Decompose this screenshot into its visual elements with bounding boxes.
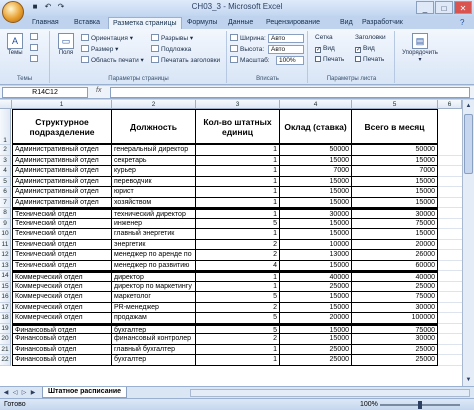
table-cell[interactable]: 15000 — [280, 303, 352, 314]
group-label: Параметры листа — [326, 76, 377, 82]
column-header[interactable]: 1 — [12, 100, 112, 109]
table-cell[interactable]: 7000 — [280, 166, 352, 177]
margins-icon: ▭ — [58, 33, 74, 49]
orientation-icon — [81, 34, 89, 41]
table-cell[interactable]: хозяйством — [112, 198, 196, 209]
table-cell[interactable]: секретарь — [112, 156, 196, 167]
last-sheet-icon[interactable]: ▶ — [30, 390, 36, 396]
empty-cell[interactable] — [438, 303, 462, 314]
table-cell[interactable]: 15000 — [280, 156, 352, 167]
empty-cell[interactable] — [438, 313, 462, 324]
scale-icon — [230, 56, 238, 63]
horizontal-scrollbar[interactable] — [190, 389, 470, 397]
tab-developer[interactable]: Разработчик — [362, 19, 403, 26]
empty-cell[interactable] — [438, 208, 462, 219]
row-header[interactable]: 20 — [0, 334, 11, 345]
width-icon — [230, 34, 238, 41]
table-cell[interactable]: 15000 — [352, 198, 438, 209]
first-sheet-icon[interactable]: ◀ — [3, 390, 9, 396]
scroll-down-icon[interactable]: ▼ — [465, 377, 472, 383]
table-cell[interactable]: 1 — [196, 166, 280, 177]
background-icon — [151, 45, 159, 52]
table-cell[interactable]: генеральный директор — [112, 145, 196, 156]
table-cell[interactable]: 20000 — [280, 313, 352, 324]
ribbon-tabs — [0, 16, 474, 29]
formula-input[interactable] — [110, 87, 470, 98]
row-header[interactable]: 2 — [0, 145, 11, 156]
gridlines-view-checkbox[interactable]: ✓ Вид — [316, 45, 335, 53]
name-box[interactable]: R14C12 — [2, 87, 88, 98]
print-area-icon — [81, 56, 89, 63]
redo-icon[interactable]: ↷ — [57, 2, 65, 11]
column-header[interactable]: 5 — [352, 100, 438, 109]
group-page-setup — [51, 31, 227, 83]
breaks-icon — [151, 34, 159, 41]
table-cell[interactable]: 4 — [196, 261, 280, 272]
tab-home[interactable]: Главная — [32, 19, 59, 26]
table-cell[interactable]: 2 — [196, 334, 280, 345]
table-cell[interactable]: 1 — [196, 282, 280, 293]
row-header[interactable]: 19 — [0, 324, 11, 335]
table-cell[interactable]: 1 — [196, 198, 280, 209]
height-select[interactable]: Авто — [268, 45, 304, 54]
table-cell[interactable]: 15000 — [280, 229, 352, 240]
table-cell[interactable]: директор по маркетингу — [112, 282, 196, 293]
prev-sheet-icon[interactable]: ◁ — [12, 390, 18, 396]
margins-button[interactable]: ▭ Поля — [55, 33, 77, 56]
table-cell[interactable]: Финансовый отдел — [12, 345, 112, 356]
table-cell[interactable]: переводчик — [112, 177, 196, 188]
height-icon — [230, 45, 238, 52]
window-controls — [416, 1, 472, 14]
group-arrange — [396, 31, 472, 83]
row-header[interactable]: 3 — [0, 156, 11, 167]
header-cell[interactable]: Структурное подразделение — [12, 109, 112, 145]
tab-page-layout[interactable]: Разметка страницы — [108, 17, 182, 29]
height-label: Высота: — [230, 45, 264, 55]
formula-bar — [0, 86, 474, 99]
table-cell[interactable]: 1 — [196, 229, 280, 240]
table-cell[interactable]: бухгалтер — [112, 355, 196, 366]
empty-cell[interactable] — [438, 198, 462, 209]
tab-review[interactable]: Рецензирование — [266, 19, 321, 26]
group-scale-to-fit — [228, 31, 308, 83]
table-cell[interactable]: 40000 — [352, 271, 438, 282]
table-cell[interactable]: Административный отдел — [12, 145, 112, 156]
print-area-button[interactable]: Область печати ▾ — [81, 56, 144, 66]
scale-input[interactable]: 100% — [276, 56, 304, 65]
table-cell[interactable]: 1 — [196, 187, 280, 198]
gridlines-heading: Сетка — [315, 34, 333, 41]
worksheet-grid[interactable] — [0, 100, 462, 386]
table-cell[interactable]: маркетолог — [112, 292, 196, 303]
row-header[interactable]: 9 — [0, 219, 11, 230]
table-cell[interactable]: 15000 — [280, 219, 352, 230]
empty-cell[interactable] — [438, 156, 462, 167]
ribbon — [0, 29, 474, 85]
width-select[interactable]: Авто — [268, 34, 304, 43]
table-cell[interactable]: 75000 — [352, 292, 438, 303]
table-cell[interactable]: 20000 — [352, 240, 438, 251]
row-header[interactable]: 7 — [0, 198, 11, 209]
table-cell[interactable]: 15000 — [280, 198, 352, 209]
minimize-button[interactable]: _ — [416, 1, 434, 14]
table-cell[interactable]: Административный отдел — [12, 198, 112, 209]
table-cell[interactable]: 15000 — [352, 177, 438, 188]
tab-insert[interactable]: Вставка — [74, 19, 101, 26]
table-cell[interactable]: Технический отдел — [12, 250, 112, 261]
empty-cell[interactable] — [438, 292, 462, 303]
tab-data[interactable]: Данные — [228, 19, 254, 26]
row-header[interactable]: 17 — [0, 303, 11, 314]
column-header[interactable]: 6 — [438, 100, 462, 109]
vertical-scrollbar[interactable] — [462, 100, 474, 386]
table-cell[interactable]: юрист — [112, 187, 196, 198]
undo-icon[interactable]: ↶ — [44, 2, 52, 11]
table-cell[interactable]: Коммерческий отдел — [12, 271, 112, 282]
row-header[interactable]: 21 — [0, 345, 11, 356]
help-icon[interactable]: ? — [460, 18, 465, 27]
row-header[interactable]: 13 — [0, 261, 11, 272]
table-cell[interactable]: бухгалтер — [112, 324, 196, 335]
table-cell[interactable]: 25000 — [280, 345, 352, 356]
table-cell[interactable]: Технический отдел — [12, 240, 112, 251]
close-button[interactable]: ✕ — [454, 1, 472, 14]
empty-cell[interactable] — [438, 219, 462, 230]
empty-cell[interactable] — [438, 177, 462, 188]
group-label: Вписать — [256, 76, 279, 82]
theme-fonts-icon[interactable] — [30, 44, 40, 54]
table-cell[interactable]: PR-менеджер — [112, 303, 196, 314]
table-cell[interactable]: 2 — [196, 303, 280, 314]
table-cell[interactable]: 100000 — [352, 313, 438, 324]
row-header[interactable]: 6 — [0, 187, 11, 198]
group-themes — [0, 31, 50, 83]
row-header[interactable]: 10 — [0, 229, 11, 240]
table-cell[interactable]: 26000 — [352, 250, 438, 261]
table-cell[interactable]: 1 — [196, 271, 280, 282]
row-header[interactable]: 12 — [0, 250, 11, 261]
table-cell[interactable]: 15000 — [352, 156, 438, 167]
table-cell[interactable]: Финансовый отдел — [12, 334, 112, 345]
table-cell[interactable]: 5 — [196, 292, 280, 303]
empty-cell[interactable] — [438, 261, 462, 272]
table-cell[interactable]: 2 — [196, 240, 280, 251]
table-cell[interactable]: 15000 — [280, 292, 352, 303]
orientation-button[interactable]: Ориентация ▾ — [81, 34, 133, 44]
group-label: Параметры страницы — [108, 76, 169, 82]
table-cell[interactable]: главный энергетик — [112, 229, 196, 240]
table-cell[interactable]: Административный отдел — [12, 177, 112, 188]
table-cell[interactable]: 60000 — [352, 261, 438, 272]
arrange-icon: ▤ — [412, 33, 428, 49]
next-sheet-icon[interactable]: ▷ — [21, 390, 27, 396]
tab-formulas[interactable]: Формулы — [187, 19, 218, 26]
size-icon — [81, 45, 89, 52]
empty-cell[interactable] — [438, 145, 462, 156]
headings-view-checkbox[interactable]: ✓ Вид — [356, 45, 375, 53]
sheet-tab-staff[interactable]: Штатное расписание — [42, 387, 127, 398]
title-bar — [0, 0, 474, 16]
empty-cell[interactable] — [438, 187, 462, 198]
header-cell[interactable]: Оклад (ставка) — [280, 109, 352, 145]
table-cell[interactable]: продажам — [112, 313, 196, 324]
table-cell[interactable]: 10000 — [280, 240, 352, 251]
save-icon[interactable]: ■ — [32, 2, 38, 11]
table-cell[interactable]: Коммерческий отдел — [12, 282, 112, 293]
table-cell[interactable]: курьер — [112, 166, 196, 177]
table-cell[interactable]: 15000 — [352, 229, 438, 240]
column-header[interactable]: 2 — [112, 100, 196, 109]
table-cell[interactable]: Административный отдел — [12, 156, 112, 167]
arrange-button[interactable]: ▤ Упорядочить ▾ — [402, 33, 438, 63]
themes-button[interactable]: A Темы — [4, 33, 26, 56]
table-cell[interactable]: 5 — [196, 219, 280, 230]
empty-cell[interactable] — [438, 345, 462, 356]
status-bar — [0, 398, 474, 410]
table-cell[interactable]: Технический отдел — [12, 208, 112, 219]
background-button[interactable]: Подложка — [151, 45, 191, 55]
headings-heading: Заголовки — [355, 34, 386, 41]
table-cell[interactable]: 75000 — [352, 219, 438, 230]
themes-icon: A — [7, 33, 23, 49]
header-cell[interactable]: Должность — [112, 109, 196, 145]
table-cell[interactable]: 1 — [196, 345, 280, 356]
empty-cell[interactable] — [438, 229, 462, 240]
maximize-button[interactable]: □ — [435, 1, 453, 14]
select-all-corner[interactable] — [0, 100, 12, 109]
table-cell[interactable]: 15000 — [280, 334, 352, 345]
table-cell[interactable]: Финансовый отдел — [12, 324, 112, 335]
table-cell[interactable]: 75000 — [352, 324, 438, 335]
row-header[interactable]: 4 — [0, 166, 11, 177]
table-cell[interactable]: 15000 — [280, 261, 352, 272]
size-button[interactable]: Размер ▾ — [81, 45, 118, 55]
table-cell[interactable]: Коммерческий отдел — [12, 292, 112, 303]
table-cell[interactable]: Коммерческий отдел — [12, 313, 112, 324]
row-header[interactable]: 14 — [0, 271, 11, 282]
column-header[interactable]: 4 — [280, 100, 352, 109]
table-cell[interactable]: 7000 — [352, 166, 438, 177]
table-cell[interactable]: 15000 — [280, 177, 352, 188]
table-cell[interactable]: 25000 — [280, 282, 352, 293]
table-cell[interactable]: Административный отдел — [12, 166, 112, 177]
table-cell[interactable]: 30000 — [280, 208, 352, 219]
empty-cell[interactable] — [438, 282, 462, 293]
tab-view[interactable]: Вид — [340, 19, 353, 26]
table-cell[interactable]: 1 — [196, 145, 280, 156]
empty-cell[interactable] — [438, 250, 462, 261]
table-cell[interactable]: главный бухгалтер — [112, 345, 196, 356]
width-label: Ширина: — [230, 34, 266, 44]
empty-cell[interactable] — [438, 355, 462, 366]
zoom-level[interactable]: 100% — [360, 401, 378, 408]
empty-cell[interactable] — [438, 166, 462, 177]
group-label: Темы — [16, 76, 33, 82]
empty-cell[interactable] — [438, 240, 462, 251]
table-cell[interactable]: Технический отдел — [12, 229, 112, 240]
column-header[interactable]: 3 — [196, 100, 280, 109]
table-cell[interactable]: 5 — [196, 324, 280, 335]
row-header[interactable]: 11 — [0, 240, 11, 251]
table-cell[interactable]: Финансовый отдел — [12, 355, 112, 366]
empty-cell[interactable] — [438, 334, 462, 345]
theme-effects-icon[interactable] — [30, 55, 40, 65]
table-cell[interactable]: 1 — [196, 177, 280, 188]
fx-icon[interactable]: fx — [96, 87, 102, 94]
table-cell[interactable]: 1 — [196, 355, 280, 366]
table-cell[interactable]: финансовый контролер — [112, 334, 196, 345]
row-header[interactable]: 1 — [0, 109, 11, 145]
table-cell[interactable]: энергетик — [112, 240, 196, 251]
header-cell[interactable]: Кол-во штатных единиц — [196, 109, 280, 145]
table-cell[interactable]: Административный отдел — [12, 187, 112, 198]
table-cell[interactable]: Технический отдел — [12, 219, 112, 230]
theme-colors-icon[interactable] — [30, 33, 40, 43]
table-cell[interactable]: менеджер по аренде по — [112, 250, 196, 261]
scale-label: Масштаб: — [230, 56, 270, 66]
scroll-thumb[interactable] — [464, 114, 473, 174]
zoom-slider-knob[interactable] — [418, 401, 422, 409]
status-ready: Готово — [4, 401, 26, 408]
table-cell[interactable]: 25000 — [352, 345, 438, 356]
table-cell[interactable]: 15000 — [352, 187, 438, 198]
table-cell[interactable]: 50000 — [352, 145, 438, 156]
scroll-up-icon[interactable]: ▲ — [465, 103, 472, 109]
row-header[interactable]: 5 — [0, 177, 11, 188]
table-cell[interactable]: технический директор — [112, 208, 196, 219]
table-cell[interactable]: 30000 — [352, 303, 438, 314]
table-cell[interactable]: 2 — [196, 250, 280, 261]
sheet-tab-bar — [0, 386, 474, 398]
empty-cell[interactable] — [438, 271, 462, 282]
breaks-button[interactable]: Разрывы ▾ — [151, 34, 193, 44]
table-cell[interactable]: Технический отдел — [12, 261, 112, 272]
table-cell[interactable]: 15000 — [280, 324, 352, 335]
print-titles-icon — [151, 56, 159, 63]
row-header[interactable]: 18 — [0, 313, 11, 324]
table-cell[interactable]: 25000 — [280, 355, 352, 366]
header-cell[interactable]: Всего в месяц — [352, 109, 438, 145]
table-cell[interactable]: 5 — [196, 313, 280, 324]
table-cell[interactable]: 13000 — [280, 250, 352, 261]
office-button[interactable] — [2, 1, 24, 23]
table-cell[interactable]: 30000 — [352, 208, 438, 219]
table-cell[interactable]: менеджер по развитию — [112, 261, 196, 272]
table-cell[interactable]: директор — [112, 271, 196, 282]
row-header[interactable]: 22 — [0, 355, 11, 366]
table-cell[interactable]: 25000 — [352, 355, 438, 366]
row-header[interactable]: 8 — [0, 208, 11, 219]
table-cell[interactable]: 30000 — [352, 334, 438, 345]
row-header[interactable]: 15 — [0, 282, 11, 293]
table-cell[interactable]: 1 — [196, 208, 280, 219]
table-cell[interactable]: 1 — [196, 156, 280, 167]
table-cell[interactable]: 25000 — [352, 282, 438, 293]
print-titles-button[interactable]: Печатать заголовки — [151, 56, 220, 66]
window-title: CH03_3 - Microsoft Excel — [191, 2, 283, 11]
row-header[interactable]: 16 — [0, 292, 11, 303]
table-cell[interactable]: 40000 — [280, 271, 352, 282]
empty-cell[interactable] — [438, 324, 462, 335]
table-cell[interactable]: 15000 — [280, 187, 352, 198]
table-cell[interactable]: инженер — [112, 219, 196, 230]
table-cell[interactable]: Коммерческий отдел — [12, 303, 112, 314]
gridlines-print-checkbox[interactable]: Печать — [315, 55, 344, 65]
headings-print-checkbox[interactable]: Печать — [355, 55, 384, 65]
group-sheet-options — [309, 31, 395, 83]
table-cell[interactable]: 50000 — [280, 145, 352, 156]
